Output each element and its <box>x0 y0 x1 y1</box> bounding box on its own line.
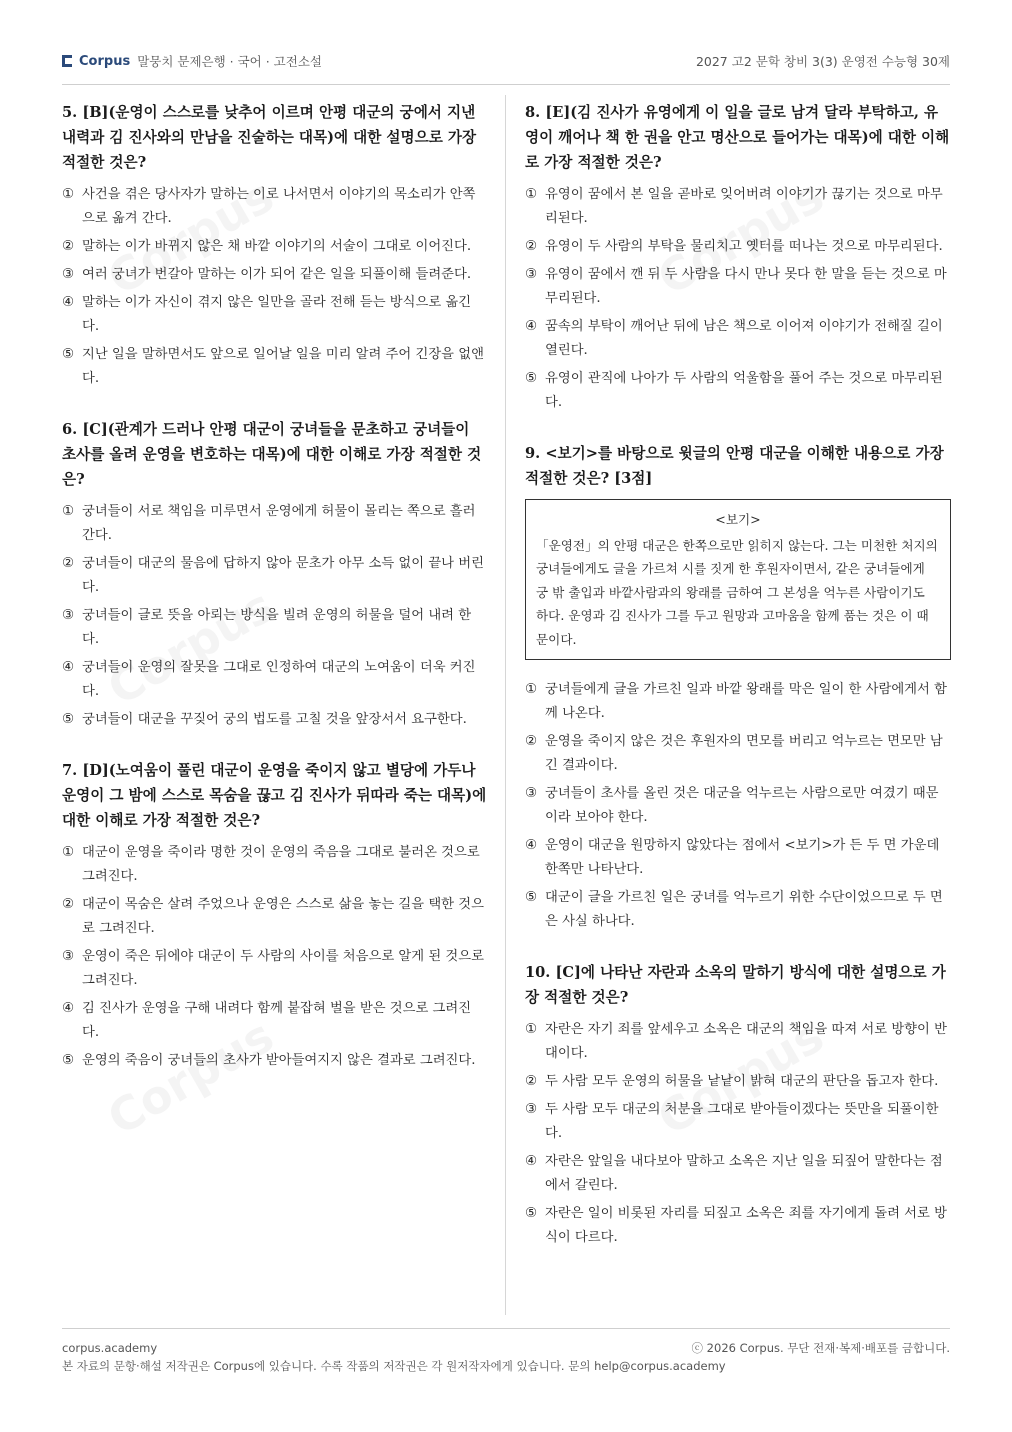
page-header <box>62 52 950 85</box>
bogi-title: <보기> <box>715 512 761 527</box>
option-number: ⑤ <box>525 1206 537 1221</box>
option-number: ② <box>525 734 537 749</box>
option-text: 두 사람 모두 대군의 처분을 그대로 받아들이겠다는 뜻만을 되풀이한다. <box>545 1102 939 1141</box>
answer-option[interactable] <box>62 656 488 704</box>
option-text: 궁녀들이 대군을 꾸짖어 궁의 법도를 고칠 것을 앞장서서 요구한다. <box>82 712 467 727</box>
answer-option[interactable] <box>62 893 488 941</box>
option-number: ④ <box>525 1154 537 1169</box>
option-text: 자란은 앞일을 내다보아 말하고 소옥은 지난 일을 되짚어 말한다는 점에서 갈린다. <box>545 1154 943 1193</box>
option-number: ② <box>525 239 537 254</box>
option-number: ③ <box>62 267 74 282</box>
answer-option[interactable] <box>525 315 951 363</box>
option-number: ④ <box>525 319 537 334</box>
option-number: ④ <box>525 838 537 853</box>
footer-copyright: ⓒ 2026 Corpus. 무단 전재·복제·배포를 금합니다. <box>691 1341 950 1355</box>
question-title: 6. [C](관계가 드러나 안평 대군이 궁녀들을 문초하고 궁녀들이 초사를 올려 운영을 변호하는 대목)에 대한 이해로 가장 적절한 것은? <box>62 421 482 488</box>
option-number: ① <box>62 504 74 519</box>
option-number: ⑤ <box>525 890 537 905</box>
question-title: 10. [C]에 나타난 자란과 소옥의 말하기 방식에 대한 설명으로 가장 적절한 것은? <box>525 964 946 1006</box>
option-number: ⑤ <box>525 371 537 386</box>
answer-option[interactable] <box>62 235 488 259</box>
footer-site: corpus.academy <box>62 1341 158 1355</box>
option-text: 궁녀들이 운영의 잘못을 그대로 인정하여 대군의 노여움이 더욱 커진다. <box>82 660 476 699</box>
answer-option[interactable] <box>525 1070 951 1094</box>
option-number: ③ <box>62 949 74 964</box>
option-number: ⑤ <box>62 712 74 727</box>
answer-option[interactable] <box>525 1202 951 1250</box>
answer-option[interactable] <box>525 183 951 231</box>
option-text: 유영이 꿈에서 깬 뒤 두 사람을 다시 만나 못다 한 말을 듣는 것으로 마무리된다. <box>545 267 947 306</box>
option-number: ③ <box>525 1102 537 1117</box>
question <box>525 960 951 1250</box>
answer-option[interactable] <box>62 708 488 732</box>
option-number: ① <box>62 187 74 202</box>
answer-option[interactable] <box>525 730 951 778</box>
answer-option[interactable] <box>62 291 488 339</box>
question <box>62 100 488 391</box>
option-number: ③ <box>62 608 74 623</box>
left-column <box>62 100 488 1099</box>
option-text: 궁녀들이 대군의 물음에 답하지 않아 문초가 아무 소득 없이 끝나 버린다. <box>82 556 484 595</box>
breadcrumb: 말뭉치 문제은행 · 국어 · 고전소설 <box>137 54 322 69</box>
bogi-text: 「운영전」의 안평 대군은 한쪽으로만 읽히지 않는다. 그는 미천한 처지의 궁녀들에게도 글을 가르쳐 시를 짓게 한 후원자이면서, 같은 궁녀들에게 궁 밖 출입과 바깥사람과의 왕래를 금하여 그 본성을 억누른 사람이기도 하다. 운영과 김 진사가 그를 두고 원망과 고마움을 함께 품는 것은 이 때문이다. <box>536 537 938 647</box>
question <box>62 758 488 1073</box>
option-number: ① <box>525 1022 537 1037</box>
answer-option[interactable] <box>525 1098 951 1146</box>
question-title: 7. [D](노여움이 풀린 대군이 운영을 죽이지 않고 별당에 가두나 운영이 그 밤에 스스로 목숨을 끊고 김 진사가 뒤따라 죽는 대목)에 대한 이해로 가장 적절한 것은? <box>62 762 487 829</box>
option-number: ② <box>62 239 74 254</box>
answer-option[interactable] <box>62 343 488 391</box>
option-text: 대군이 글을 가르친 일은 궁녀를 억누르기 위한 수단이었으므로 두 면은 사실 하나다. <box>545 890 943 929</box>
option-text: 궁녀들이 초사를 올린 것은 대군을 억누르는 사람으로만 여겼기 때문이라 보아야 한다. <box>545 786 939 825</box>
option-text: 운영을 죽이지 않은 것은 후원자의 면모를 버리고 억누르는 면모만 남긴 결과이다. <box>545 734 943 773</box>
option-number: ④ <box>62 1001 74 1016</box>
option-text: 유영이 관직에 나아가 두 사람의 억울함을 풀어 주는 것으로 마무리된다. <box>545 371 943 410</box>
option-text: 지난 일을 말하면서도 앞으로 일어날 일을 미리 알려 주어 긴장을 없앤다. <box>82 347 484 386</box>
option-text: 유영이 꿈에서 본 일을 곧바로 잊어버려 이야기가 끊기는 것으로 마무리된다. <box>545 187 943 226</box>
page-footer <box>62 1328 950 1375</box>
option-number: ④ <box>62 295 74 310</box>
option-text: 말하는 이가 바뀌지 않은 채 바깥 이야기의 서술이 그대로 이어진다. <box>82 239 472 254</box>
column-divider <box>505 95 506 1315</box>
footer-notice: 본 자료의 문항·해설 저작권은 Corpus에 있습니다. 수록 작품의 저작권은 각 원저작자에게 있습니다. 문의 help@corpus.academy <box>62 1359 726 1373</box>
option-text: 사건을 겪은 당사자가 말하는 이로 나서면서 이야기의 목소리가 안쪽으로 옮겨 간다. <box>82 187 476 226</box>
answer-option[interactable] <box>525 1018 951 1066</box>
answer-option[interactable] <box>62 552 488 600</box>
option-text: 운영의 죽음이 궁녀들의 초사가 받아들여지지 않은 결과로 그려진다. <box>82 1053 476 1068</box>
answer-option[interactable] <box>62 263 488 287</box>
right-column <box>525 100 951 1276</box>
option-text: 유영이 두 사람의 부탁을 물리치고 옛터를 떠나는 것으로 마무리된다. <box>545 239 943 254</box>
header-right-title: 2027 고2 문학 창비 3(3) 운영전 수능형 30제 <box>695 54 950 69</box>
option-text: 운영이 죽은 뒤에야 대군이 두 사람의 사이를 처음으로 알게 된 것으로 그려진다. <box>82 949 484 988</box>
corpus-logo-icon <box>62 55 72 67</box>
answer-option[interactable] <box>525 782 951 830</box>
option-text: 대군이 목숨은 살려 주었으나 운영은 스스로 삶을 놓는 길을 택한 것으로 그려진다. <box>82 897 484 936</box>
option-text: 자란은 일이 비롯된 자리를 되짚고 소옥은 죄를 자기에게 돌려 서로 방식이 다르다. <box>545 1206 947 1245</box>
question-title: 5. [B](운영이 스스로를 낮추어 이르며 안평 대군의 궁에서 지낸 내력과 김 진사와의 만남을 진술하는 대목)에 대한 설명으로 가장 적절한 것은? <box>62 104 477 171</box>
option-text: 꿈속의 부탁이 깨어난 뒤에 남은 책으로 이어져 이야기가 전해질 길이 열린다. <box>545 319 943 358</box>
option-number: ③ <box>525 786 537 801</box>
option-number: ② <box>62 556 74 571</box>
option-text: 김 진사가 운영을 구해 내려다 함께 붙잡혀 벌을 받은 것으로 그려진다. <box>82 1001 472 1040</box>
answer-option[interactable] <box>525 886 951 934</box>
question <box>525 100 951 415</box>
option-text: 말하는 이가 자신이 겪지 않은 일만을 골라 전해 듣는 방식으로 옮긴다. <box>82 295 472 334</box>
option-number: ① <box>62 845 74 860</box>
option-number: ③ <box>525 267 537 282</box>
answer-option[interactable] <box>525 263 951 311</box>
answer-option[interactable] <box>525 834 951 882</box>
option-number: ⑤ <box>62 1053 74 1068</box>
option-number: ② <box>62 897 74 912</box>
option-text: 궁녀들이 서로 책임을 미루면서 운영에게 허물이 몰리는 쪽으로 흘러간다. <box>82 504 476 543</box>
option-text: 대군이 운영을 죽이라 명한 것이 운영의 죽음을 그대로 불러온 것으로 그려진다. <box>82 845 480 884</box>
question <box>62 417 488 732</box>
brand-name: Corpus <box>79 53 131 69</box>
question-title: 9. <보기>를 바탕으로 윗글의 안평 대군을 이해한 내용으로 가장 적절한 것은? [3점] <box>525 445 944 487</box>
answer-option[interactable] <box>525 235 951 259</box>
option-number: ⑤ <box>62 347 74 362</box>
option-text: 궁녀들에게 글을 가르친 일과 바깥 왕래를 막은 일이 한 사람에게서 함께 나온다. <box>545 682 947 721</box>
answer-option[interactable] <box>62 604 488 652</box>
question-title: 8. [E](김 진사가 유영에게 이 일을 글로 남겨 달라 부탁하고, 유영이 깨어나 책 한 권을 안고 명산으로 들어가는 대목)에 대한 이해로 가장 적절한 것은? <box>525 104 950 171</box>
option-number: ① <box>525 187 537 202</box>
answer-option[interactable] <box>62 841 488 889</box>
answer-option[interactable] <box>62 183 488 231</box>
question <box>525 441 951 934</box>
answer-option[interactable] <box>525 1150 951 1198</box>
option-text: 두 사람 모두 운영의 허물을 낱낱이 밝혀 대군의 판단을 돕고자 한다. <box>545 1074 939 1089</box>
answer-option[interactable] <box>62 997 488 1045</box>
option-text: 여러 궁녀가 번갈아 말하는 이가 되어 같은 일을 되풀이해 들려준다. <box>82 267 472 282</box>
option-text: 궁녀들이 글로 뜻을 아뢰는 방식을 빌려 운영의 허물을 덜어 내려 한다. <box>82 608 472 647</box>
option-number: ④ <box>62 660 74 675</box>
answer-option[interactable] <box>525 367 951 415</box>
answer-option[interactable] <box>525 678 951 726</box>
answer-option[interactable] <box>62 1049 488 1073</box>
bogi-box <box>525 499 951 660</box>
option-text: 자란은 자기 죄를 앞세우고 소옥은 대군의 책임을 따져 서로 방향이 반대이다. <box>545 1022 947 1061</box>
header-left <box>62 52 322 70</box>
option-text: 운영이 대군을 원망하지 않았다는 점에서 <보기>가 든 두 면 가운데 한쪽만 나타난다. <box>545 838 940 877</box>
answer-option[interactable] <box>62 500 488 548</box>
answer-option[interactable] <box>62 945 488 993</box>
option-number: ① <box>525 682 537 697</box>
option-number: ② <box>525 1074 537 1089</box>
